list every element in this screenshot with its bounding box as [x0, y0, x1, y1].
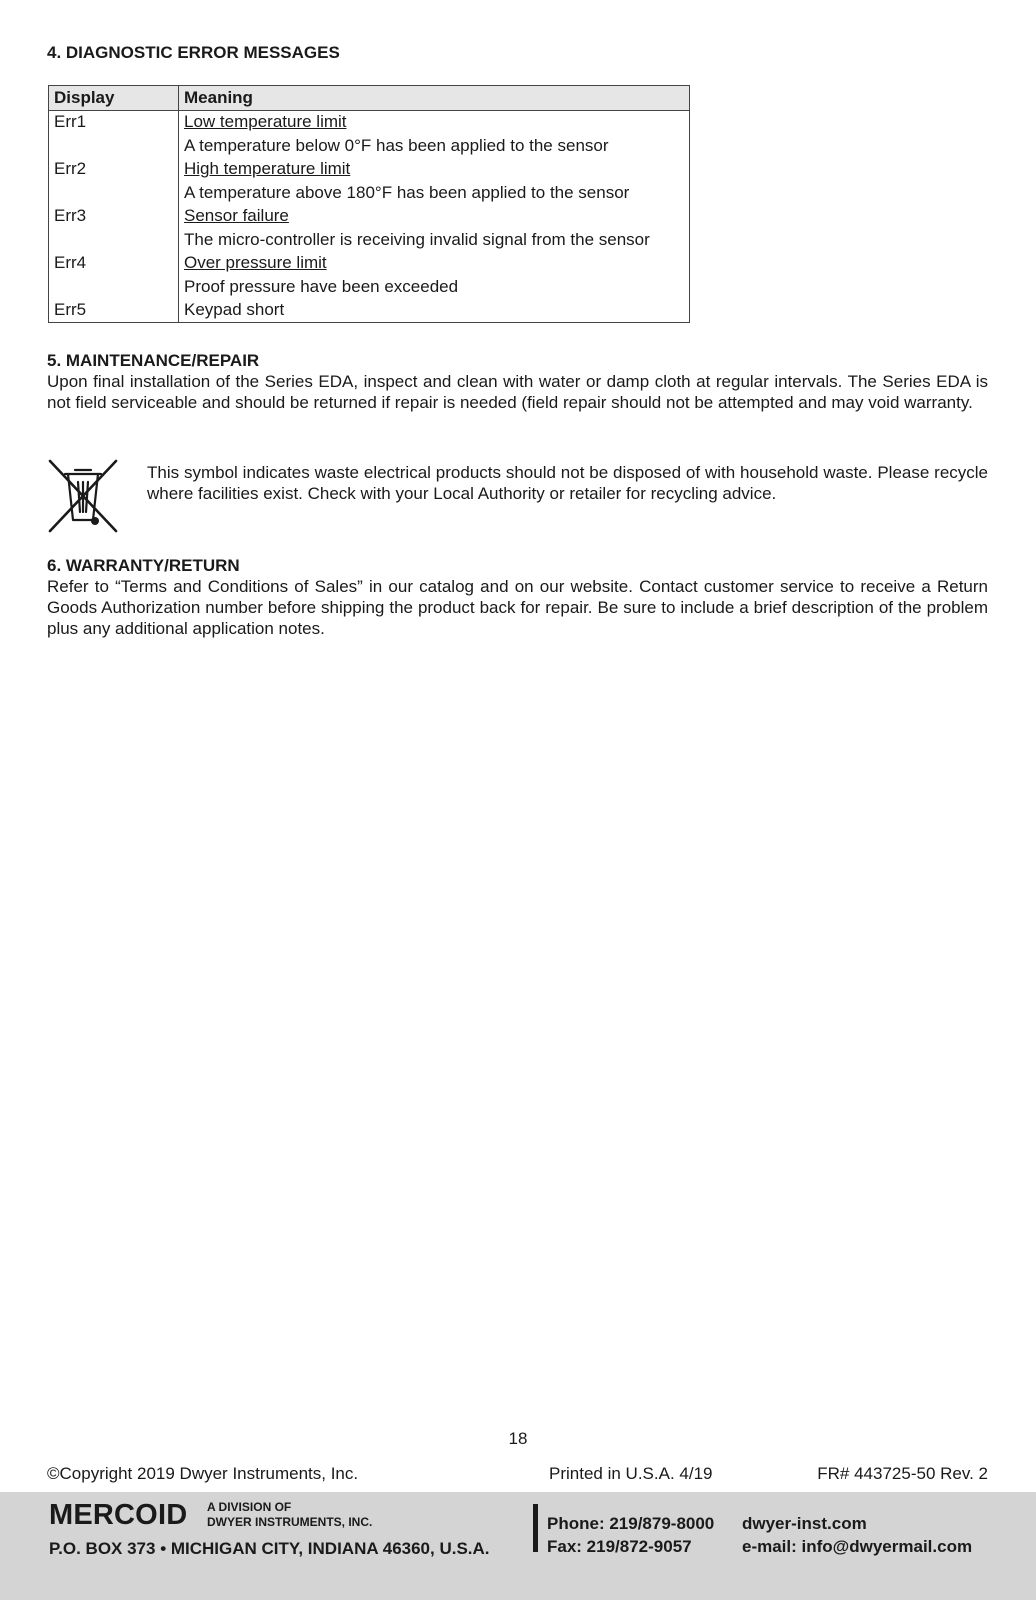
column-header-meaning: Meaning [179, 86, 690, 111]
error-detail: The micro-controller is receiving invalid signal from the sensor [179, 228, 690, 252]
table-row [49, 275, 690, 299]
crossed-out-wheelie-bin-icon [47, 459, 119, 533]
form-number: FR# 443725-50 Rev. 2 [817, 1464, 988, 1483]
error-title: Sensor failure [179, 205, 690, 229]
error-detail: Proof pressure have been exceeded [179, 275, 690, 299]
warranty-heading: 6. WARRANTY/RETURN [47, 556, 240, 575]
error-detail: A temperature above 180°F has been applied to the sensor [179, 181, 690, 205]
division-line-2: DWYER INSTRUMENTS, INC. [207, 1515, 373, 1529]
printed-text: Printed in U.S.A. 4/19 [549, 1464, 713, 1483]
error-code: Err3 [49, 205, 179, 229]
error-detail: A temperature below 0°F has been applied to the sensor [179, 134, 690, 158]
warranty-body: Refer to “Terms and Conditions of Sales” in our catalog and on our website. Contact customer service to receive a Return Goods Authorization number before shipping the product back for repair. Be sure to include a brief description of the problem plus any additional application notes. [47, 577, 988, 638]
maintenance-body: Upon final installation of the Series EDA, inspect and clean with water or damp cloth at regular intervals. The Series EDA is not field serviceable and should be returned if repair is needed (field repair should not be attempted and may void warranty. [47, 372, 988, 412]
website-link[interactable]: dwyer-inst.com [742, 1514, 867, 1533]
error-code: Err1 [49, 110, 179, 134]
error-title: Low temperature limit [179, 110, 690, 134]
table-row [49, 252, 690, 276]
brand-logo: MERCOID [49, 1499, 188, 1531]
table-header-row [49, 86, 690, 111]
table-row [49, 110, 690, 134]
email-link[interactable]: e-mail: info@dwyermail.com [742, 1537, 973, 1556]
fax-number: Fax: 219/872-9057 [547, 1537, 692, 1556]
division-label [207, 1500, 372, 1530]
page-number: 18 [508, 1429, 528, 1448]
footer-divider [533, 1504, 538, 1552]
copyright-text: ©Copyright 2019 Dwyer Instruments, Inc. [47, 1464, 359, 1483]
error-title: High temperature limit [179, 158, 690, 182]
column-header-display: Display [49, 86, 179, 111]
table-row [49, 181, 690, 205]
table-row [49, 299, 690, 323]
weee-disposal-note: This symbol indicates waste electrical products should not be disposed of with household waste. Please recycle where facilities exist. Check with your Local Authority or retailer for recycling advice. [147, 463, 988, 503]
table-row [49, 158, 690, 182]
mailing-address: P.O. BOX 373 • MICHIGAN CITY, INDIANA 46360, U.S.A. [49, 1539, 490, 1558]
error-title: Over pressure limit [179, 252, 690, 276]
division-line-1: A DIVISION OF [207, 1500, 292, 1514]
table-row [49, 228, 690, 252]
error-title: Keypad short [179, 299, 690, 323]
maintenance-heading: 5. MAINTENANCE/REPAIR [47, 351, 260, 370]
phone-number: Phone: 219/879-8000 [547, 1514, 715, 1533]
error-code: Err4 [49, 252, 179, 276]
error-code: Err2 [49, 158, 179, 182]
diagnostic-heading: 4. DIAGNOSTIC ERROR MESSAGES [47, 43, 340, 62]
error-messages-table [48, 85, 690, 323]
table-row [49, 205, 690, 229]
table-row [49, 134, 690, 158]
error-code: Err5 [49, 299, 179, 323]
